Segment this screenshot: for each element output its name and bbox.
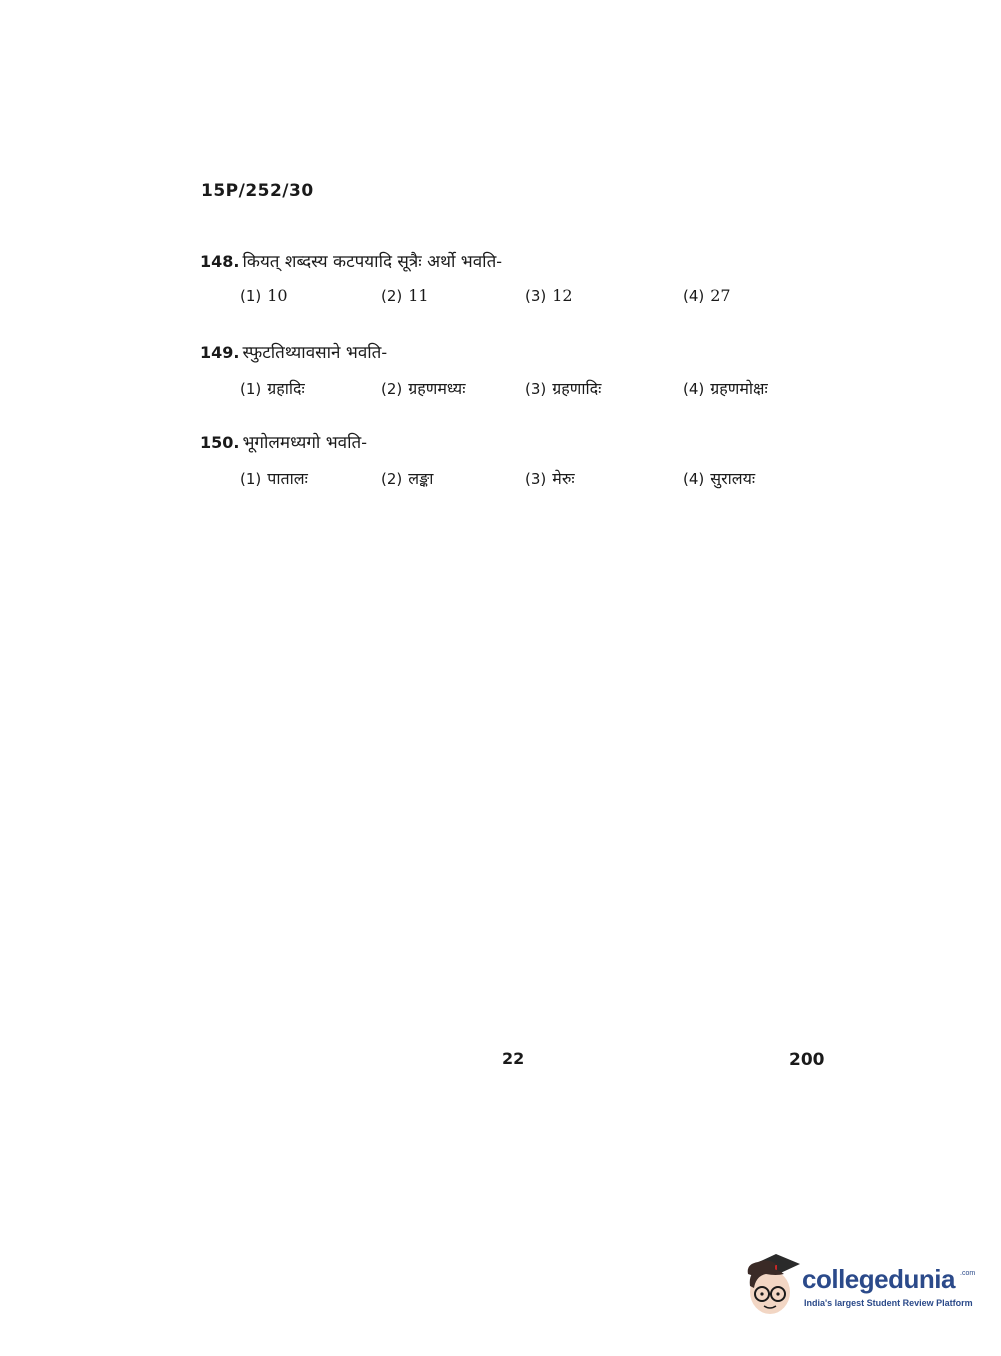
options-row (200, 286, 840, 316)
page-number: 22 (502, 1049, 525, 1068)
question-text: स्फुटतिथ्यावसाने भवति- (242, 343, 388, 363)
option-4[interactable]: (4) सुरालयः (683, 469, 756, 488)
option-3[interactable]: (3) मेरुः (525, 469, 575, 488)
question-149 (200, 340, 840, 407)
brand-name: collegedunia (802, 1264, 955, 1294)
question-150 (200, 430, 840, 497)
question-number: 150. (200, 433, 240, 452)
paper-code: 15P/252/30 (201, 181, 314, 201)
question-text: कियत् शब्दस्य कटपयादि सूत्रैः अर्थो भवति- (242, 252, 503, 272)
question-number: 149. (200, 343, 240, 362)
option-4[interactable]: (4) ग्रहणमोक्षः (683, 379, 768, 398)
option-2[interactable]: (2) लङ्का (381, 469, 434, 488)
question-number: 148. (200, 252, 240, 271)
option-2[interactable]: (2) 11 (381, 286, 429, 305)
option-3[interactable]: (3) ग्रहणादिः (525, 379, 602, 398)
question-148 (200, 249, 840, 316)
collegedunia-watermark (742, 1250, 976, 1320)
option-3[interactable]: (3) 12 (525, 286, 573, 305)
student-mascot-icon (742, 1250, 802, 1320)
option-2[interactable]: (2) ग्रहणमध्यः (381, 379, 466, 398)
brand-domain: .com (960, 1270, 976, 1277)
option-1[interactable]: (1) पातालः (240, 469, 308, 488)
option-1[interactable]: (1) ग्रहादिः (240, 379, 305, 398)
options-row (200, 467, 840, 497)
option-4[interactable]: (4) 27 (683, 286, 731, 305)
options-row (200, 377, 840, 407)
page-count: 200 (789, 1050, 825, 1070)
brand-tagline: India's largest Student Review Platform (804, 1298, 973, 1308)
question-text: भूगोलमध्यगो भवति- (242, 433, 367, 453)
option-1[interactable]: (1) 10 (240, 286, 288, 305)
